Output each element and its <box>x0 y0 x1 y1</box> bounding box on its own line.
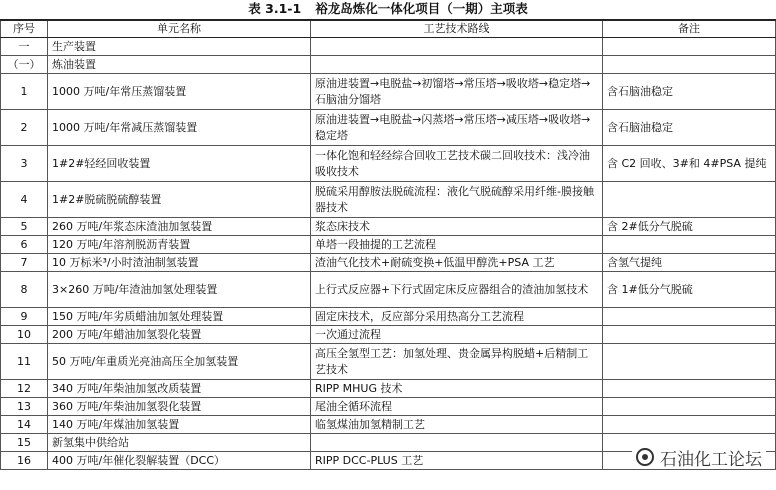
cell-note <box>603 308 776 326</box>
cell-name: 1#2#脱硫脱硫醇装置 <box>48 182 311 218</box>
cell-no: 1 <box>1 74 48 110</box>
cell-name: 1000 万吨/年常压蒸馏装置 <box>48 74 311 110</box>
cell-tech: 固定床技术，反应部分采用热高分工艺流程 <box>311 308 603 326</box>
cell-note: 含 C2 回收、3#和 4#PSA 提纯 <box>603 146 776 182</box>
cell-tech: 一次通过流程 <box>311 326 603 344</box>
table-row <box>1 398 776 416</box>
cell-tech <box>311 56 603 74</box>
cell-name: 140 万吨/年煤油加氢装置 <box>48 416 311 434</box>
cell-name: 3×260 万吨/年渣油加氢处理装置 <box>48 272 311 308</box>
table-row <box>1 146 776 182</box>
cell-name: 400 万吨/年催化裂解装置（DCC） <box>48 452 311 470</box>
cell-no: 7 <box>1 254 48 272</box>
cell-tech: 原油进装置→电脱盐→初馏塔→常压塔→吸收塔→稳定塔→石脑油分馏塔 <box>311 74 603 110</box>
cell-note <box>603 182 776 218</box>
caption-number: 表 3.1-1 <box>248 1 302 16</box>
cell-name: 10 万标米³/小时渣油制氢装置 <box>48 254 311 272</box>
cell-no: 10 <box>1 326 48 344</box>
cell-note <box>603 236 776 254</box>
table-row <box>1 110 776 146</box>
cell-name: 新氢集中供给站 <box>48 434 311 452</box>
cell-tech: 脱硫采用醇胺法脱硫流程：液化气脱硫醇采用纤维-膜接触器技术 <box>311 182 603 218</box>
table-row <box>1 182 776 218</box>
cell-no: 8 <box>1 272 48 308</box>
cell-tech <box>311 38 603 56</box>
main-items-table <box>0 19 776 470</box>
table-caption <box>0 0 776 18</box>
wechat-icon <box>636 448 654 466</box>
cell-name: 200 万吨/年蜡油加氢裂化装置 <box>48 326 311 344</box>
table-row <box>1 236 776 254</box>
cell-no: 3 <box>1 146 48 182</box>
cell-tech: RIPP DCC-PLUS 工艺 <box>311 452 603 470</box>
cell-no: 6 <box>1 236 48 254</box>
watermark-text: 石油化工论坛 <box>660 449 762 470</box>
cell-tech: 渣油气化技术+耐硫变换+低温甲醇洗+PSA 工艺 <box>311 254 603 272</box>
cell-note <box>603 398 776 416</box>
cell-note: 含氢气提纯 <box>603 254 776 272</box>
cell-tech: 高压全氢型工艺：加氢处理、贵金属异构脱蜡+后精制工艺技术 <box>311 344 603 380</box>
table-row <box>1 38 776 56</box>
cell-no: 9 <box>1 308 48 326</box>
cell-no: （一） <box>1 56 48 74</box>
table-row <box>1 74 776 110</box>
cell-no: 16 <box>1 452 48 470</box>
cell-tech: 原油进装置→电脱盐→闪蒸塔→常压塔→减压塔→吸收塔→稳定塔 <box>311 110 603 146</box>
table-row <box>1 416 776 434</box>
cell-name: 340 万吨/年柴油加氢改质装置 <box>48 380 311 398</box>
cell-note <box>603 38 776 56</box>
cell-no: 一 <box>1 38 48 56</box>
cell-note: 含石脑油稳定 <box>603 74 776 110</box>
cell-name: 生产装置 <box>48 38 311 56</box>
table-row <box>1 272 776 308</box>
table-row <box>1 218 776 236</box>
cell-tech: RIPP MHUG 技术 <box>311 380 603 398</box>
col-header-name: 单元名称 <box>48 20 311 38</box>
cell-tech: 单塔一段抽提的工艺流程 <box>311 236 603 254</box>
col-header-note: 备注 <box>603 20 776 38</box>
table-row <box>1 56 776 74</box>
table-row <box>1 326 776 344</box>
cell-no: 13 <box>1 398 48 416</box>
col-header-no: 序号 <box>1 20 48 38</box>
cell-name: 360 万吨/年柴油加氢裂化装置 <box>48 398 311 416</box>
cell-no: 15 <box>1 434 48 452</box>
cell-note <box>603 326 776 344</box>
col-header-tech: 工艺技术路线 <box>311 20 603 38</box>
cell-name: 1#2#轻经回收装置 <box>48 146 311 182</box>
cell-name: 50 万吨/年重质光亮油高压全加氢装置 <box>48 344 311 380</box>
cell-tech <box>311 434 603 452</box>
cell-name: 260 万吨/年浆态床渣油加氢装置 <box>48 218 311 236</box>
caption-text: 裕龙岛炼化一体化项目（一期）主项表 <box>315 1 528 16</box>
table-header-row <box>1 20 776 38</box>
cell-no: 5 <box>1 218 48 236</box>
watermark <box>632 446 766 468</box>
cell-no: 2 <box>1 110 48 146</box>
cell-note <box>603 380 776 398</box>
cell-no: 14 <box>1 416 48 434</box>
cell-no: 4 <box>1 182 48 218</box>
cell-name: 150 万吨/年劣质蜡油加氢处理装置 <box>48 308 311 326</box>
table-row <box>1 254 776 272</box>
cell-note <box>603 56 776 74</box>
cell-note: 含 1#低分气脱硫 <box>603 272 776 308</box>
table-row <box>1 308 776 326</box>
cell-name: 120 万吨/年溶剂脱沥青装置 <box>48 236 311 254</box>
cell-tech: 浆态床技术 <box>311 218 603 236</box>
cell-tech: 临氢煤油加氢精制工艺 <box>311 416 603 434</box>
table-row <box>1 380 776 398</box>
cell-tech: 一体化饱和轻经综合回收工艺技术碳二回收技术：浅冷油吸收技术 <box>311 146 603 182</box>
cell-note: 含 2#低分气脱硫 <box>603 218 776 236</box>
cell-no: 12 <box>1 380 48 398</box>
cell-note <box>603 344 776 380</box>
cell-name: 炼油装置 <box>48 56 311 74</box>
cell-tech: 上行式反应器+下行式固定床反应器组合的渣油加氢技术 <box>311 272 603 308</box>
table-row <box>1 344 776 380</box>
cell-name: 1000 万吨/年常减压蒸馏装置 <box>48 110 311 146</box>
cell-tech: 尾油全循环流程 <box>311 398 603 416</box>
cell-note: 含石脑油稳定 <box>603 110 776 146</box>
cell-note <box>603 416 776 434</box>
cell-no: 11 <box>1 344 48 380</box>
